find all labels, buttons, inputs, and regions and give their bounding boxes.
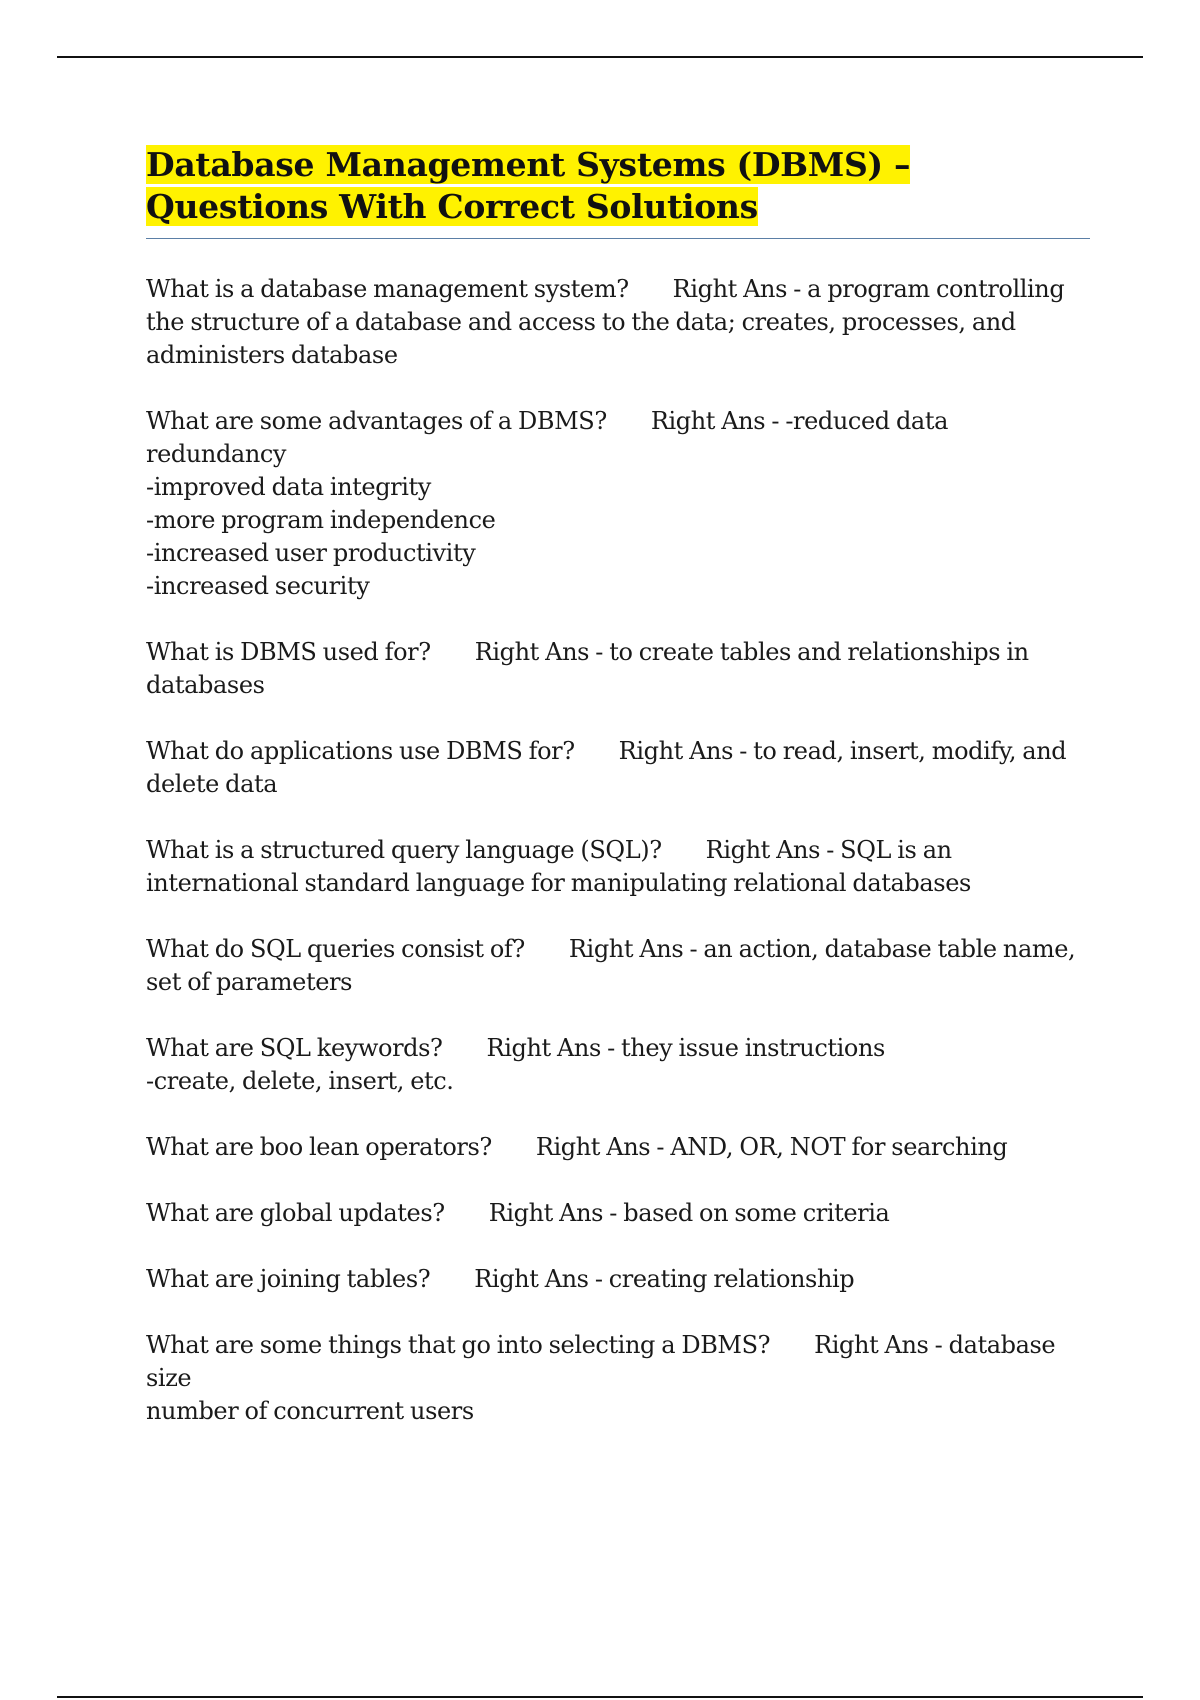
qa-item xyxy=(146,273,1090,372)
document-title xyxy=(146,144,1090,228)
qa-question: What is DBMS used for? xyxy=(146,638,431,666)
qa-item xyxy=(146,636,1090,702)
qa-answer: Right Ans - to create tables and relationships in databases xyxy=(146,638,1035,699)
qa-answer: Right Ans - they issue instructions -create, delete, insert, etc. xyxy=(146,1034,885,1095)
qa-item xyxy=(146,834,1090,900)
qa-question: What are boo lean operators? xyxy=(146,1133,492,1161)
qa-question: What are global updates? xyxy=(146,1199,445,1227)
qa-question: What is a database management system? xyxy=(146,275,629,303)
qa-item xyxy=(146,405,1090,603)
qa-question: What are some things that go into selecting a DBMS? xyxy=(146,1331,771,1359)
document-title-text: Database Management Systems (DBMS) – Questions With Correct Solutions xyxy=(146,145,911,226)
qa-answer: Right Ans - creating relationship xyxy=(474,1265,855,1293)
qa-question: What are some advantages of a DBMS? xyxy=(146,407,607,435)
qa-question: What are joining tables? xyxy=(146,1265,431,1293)
qa-answer: Right Ans - SQL is an international standard language for manipulating relational databases xyxy=(146,836,971,897)
qa-answer: Right Ans - based on some criteria xyxy=(488,1199,890,1227)
qa-answer: Right Ans - a program controlling the structure of a database and access to the data; creates, processes, and administers database xyxy=(146,275,1071,369)
qa-answer: Right Ans - -reduced data redundancy -improved data integrity -more program independence -increased user productivity -increased security xyxy=(146,407,948,600)
qa-question: What do SQL queries consist of? xyxy=(146,935,525,963)
qa-answer: Right Ans - an action, database table name, set of parameters xyxy=(146,935,1082,996)
qa-item xyxy=(146,1263,1090,1296)
qa-item xyxy=(146,1131,1090,1164)
qa-item xyxy=(146,1329,1090,1428)
qa-answer: Right Ans - to read, insert, modify, and delete data xyxy=(146,737,1073,798)
qa-question: What is a structured query language (SQL)? xyxy=(146,836,662,864)
qa-answer: Right Ans - database size number of concurrent users xyxy=(146,1331,1056,1425)
qa-question: What are SQL keywords? xyxy=(146,1034,443,1062)
qa-item xyxy=(146,735,1090,801)
page-bottom-rule xyxy=(57,1696,1143,1698)
qa-question: What do applications use DBMS for? xyxy=(146,737,575,765)
qa-list xyxy=(146,273,1090,1428)
qa-item xyxy=(146,1197,1090,1230)
qa-item xyxy=(146,1032,1090,1098)
document-body xyxy=(146,144,1090,1461)
page-top-rule xyxy=(57,56,1143,58)
qa-item xyxy=(146,933,1090,999)
title-underline xyxy=(146,238,1090,239)
qa-answer: Right Ans - AND, OR, NOT for searching xyxy=(535,1133,1008,1161)
